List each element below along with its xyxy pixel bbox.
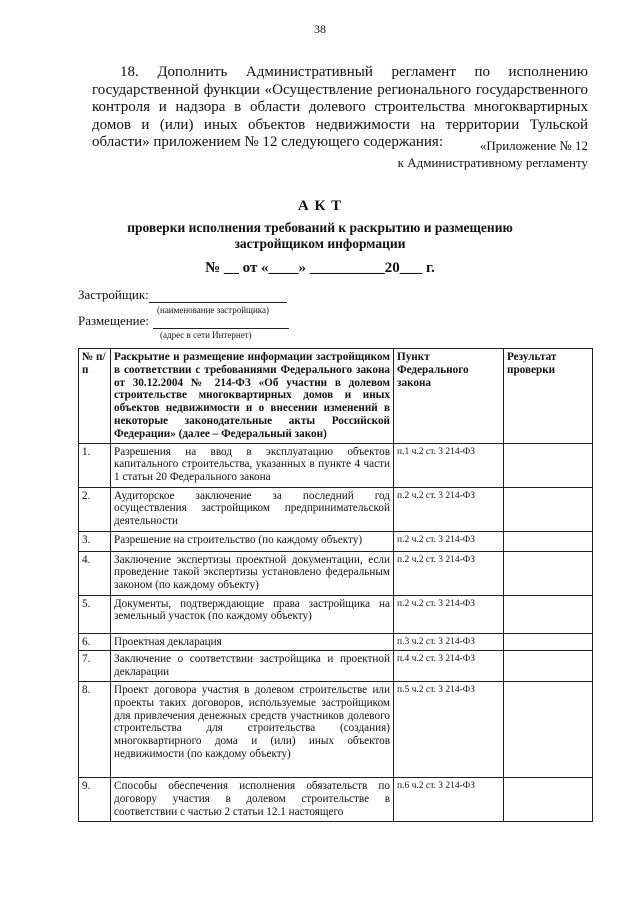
row-description: Заключение экспертизы проектной документации, если проведение такой экспертизы установлено федеральным законом (по каждому объекту) <box>111 551 394 595</box>
row-num: 6. <box>79 633 111 651</box>
row-num: 4. <box>79 551 111 595</box>
row-description: Аудиторское заключение за последний год осуществления застройщиком предпринимательской деятельности <box>111 487 394 531</box>
act-subtitle-line1: проверки исполнения требований к раскрытию и размещению <box>127 220 513 235</box>
appendix-label: «Приложение № 12 <box>479 138 588 153</box>
row-law-clause: п.2 ч.2 ст. 3 214-ФЗ <box>394 551 504 595</box>
placement-blank <box>153 328 289 329</box>
placement-hint: (адрес в сети Интернет) <box>160 330 252 340</box>
row-result <box>504 777 593 821</box>
table-header-row <box>79 349 593 444</box>
appendix-reference: к Административному регламенту <box>397 155 588 170</box>
header-description: Раскрытие и размещение информации застройщиком в соответствии с требованиями Федерального закона от 30.12.2004 № 214-ФЗ «Об участии в долевом строительстве многоквартирных домов и иных объектов недвижимости и о внесении изменений в некоторые законодательные акты Российской Федерации» (далее – Федеральный закон) <box>111 349 394 444</box>
header-law-clause: Пункт Федерального закона <box>394 349 504 444</box>
row-description: Заключение о соответствии застройщика и проектной декларации <box>111 651 394 682</box>
table-row <box>79 487 593 531</box>
row-result <box>504 633 593 651</box>
row-description: Разрешения на ввод в эксплуатацию объектов капитального строительства, указанных в пункте 4 части 1 статьи 20 Федерального закона <box>111 443 394 487</box>
row-description: Документы, подтверждающие права застройщика на земельный участок (по каждому объекту) <box>111 595 394 633</box>
placement-label: Размещение: <box>78 313 150 328</box>
page-number: 38 <box>314 22 326 36</box>
amendment-paragraph: 18. Дополнить Административный регламент по исполнению государственной функции «Осуществление регионального государственного контроля и надзора в области долевого строительства многоквартирных домов и (или) иных объектов недвижимости на территории Тульской области» приложением № 12 следующего содержания: <box>92 64 588 150</box>
row-result <box>504 681 593 777</box>
row-num: 1. <box>79 443 111 487</box>
row-num: 5. <box>79 595 111 633</box>
act-subtitle-line2: застройщиком информации <box>234 236 406 251</box>
act-title: А К Т <box>297 198 343 214</box>
developer-field <box>78 287 287 303</box>
row-description: Проект договора участия в долевом строительстве или проекты таких договоров, используемые застройщиком для привлечения денежных средств участников долевого строительства для строительства (создания) многоквартирного дома и (или) иных объектов недвижимости (по каждому объекту) <box>111 681 394 777</box>
row-result <box>504 551 593 595</box>
row-result <box>504 595 593 633</box>
row-law-clause: п.6 ч.2 ст. 3 214-ФЗ <box>394 777 504 821</box>
row-num: 9. <box>79 777 111 821</box>
placement-field <box>78 313 289 329</box>
row-result <box>504 443 593 487</box>
row-law-clause: п.2 ч.2 ст. 3 214-ФЗ <box>394 487 504 531</box>
developer-hint: (наименование застройщика) <box>157 305 270 315</box>
table-row <box>79 681 593 777</box>
table-row <box>79 531 593 551</box>
row-num: 8. <box>79 681 111 777</box>
developer-blank <box>149 302 287 303</box>
row-law-clause: п.1 ч.2 ст. 3 214-ФЗ <box>394 443 504 487</box>
row-result <box>504 651 593 682</box>
act-number-line: № __ от «____» __________20___ г. <box>205 260 435 276</box>
table-row <box>79 595 593 633</box>
inspection-table <box>78 348 593 822</box>
row-result <box>504 487 593 531</box>
row-num: 2. <box>79 487 111 531</box>
table-row <box>79 443 593 487</box>
header-num: № п/п <box>79 349 111 444</box>
header-result: Результат проверки <box>504 349 593 444</box>
table-row <box>79 651 593 682</box>
table-row <box>79 551 593 595</box>
row-num: 7. <box>79 651 111 682</box>
table-row <box>79 633 593 651</box>
table-row <box>79 777 593 821</box>
row-description: Разрешение на строительство (по каждому объекту) <box>111 531 394 551</box>
row-law-clause: п.4 ч.2 ст. 3 214-ФЗ <box>394 651 504 682</box>
row-law-clause: п.2 ч.2 ст. 3 214-ФЗ <box>394 531 504 551</box>
row-law-clause: п.2 ч.2 ст. 3 214-ФЗ <box>394 595 504 633</box>
row-result <box>504 531 593 551</box>
row-law-clause: п.5 ч.2 ст. 3 214-ФЗ <box>394 681 504 777</box>
row-description: Способы обеспечения исполнения обязательств по договору участия в долевом строительстве в соответствии с частью 2 статьи 12.1 настоящего <box>111 777 394 821</box>
row-description: Проектная декларация <box>111 633 394 651</box>
developer-label: Застройщик: <box>78 287 149 302</box>
row-num: 3. <box>79 531 111 551</box>
row-law-clause: п.3 ч.2 ст. 3 214-ФЗ <box>394 633 504 651</box>
